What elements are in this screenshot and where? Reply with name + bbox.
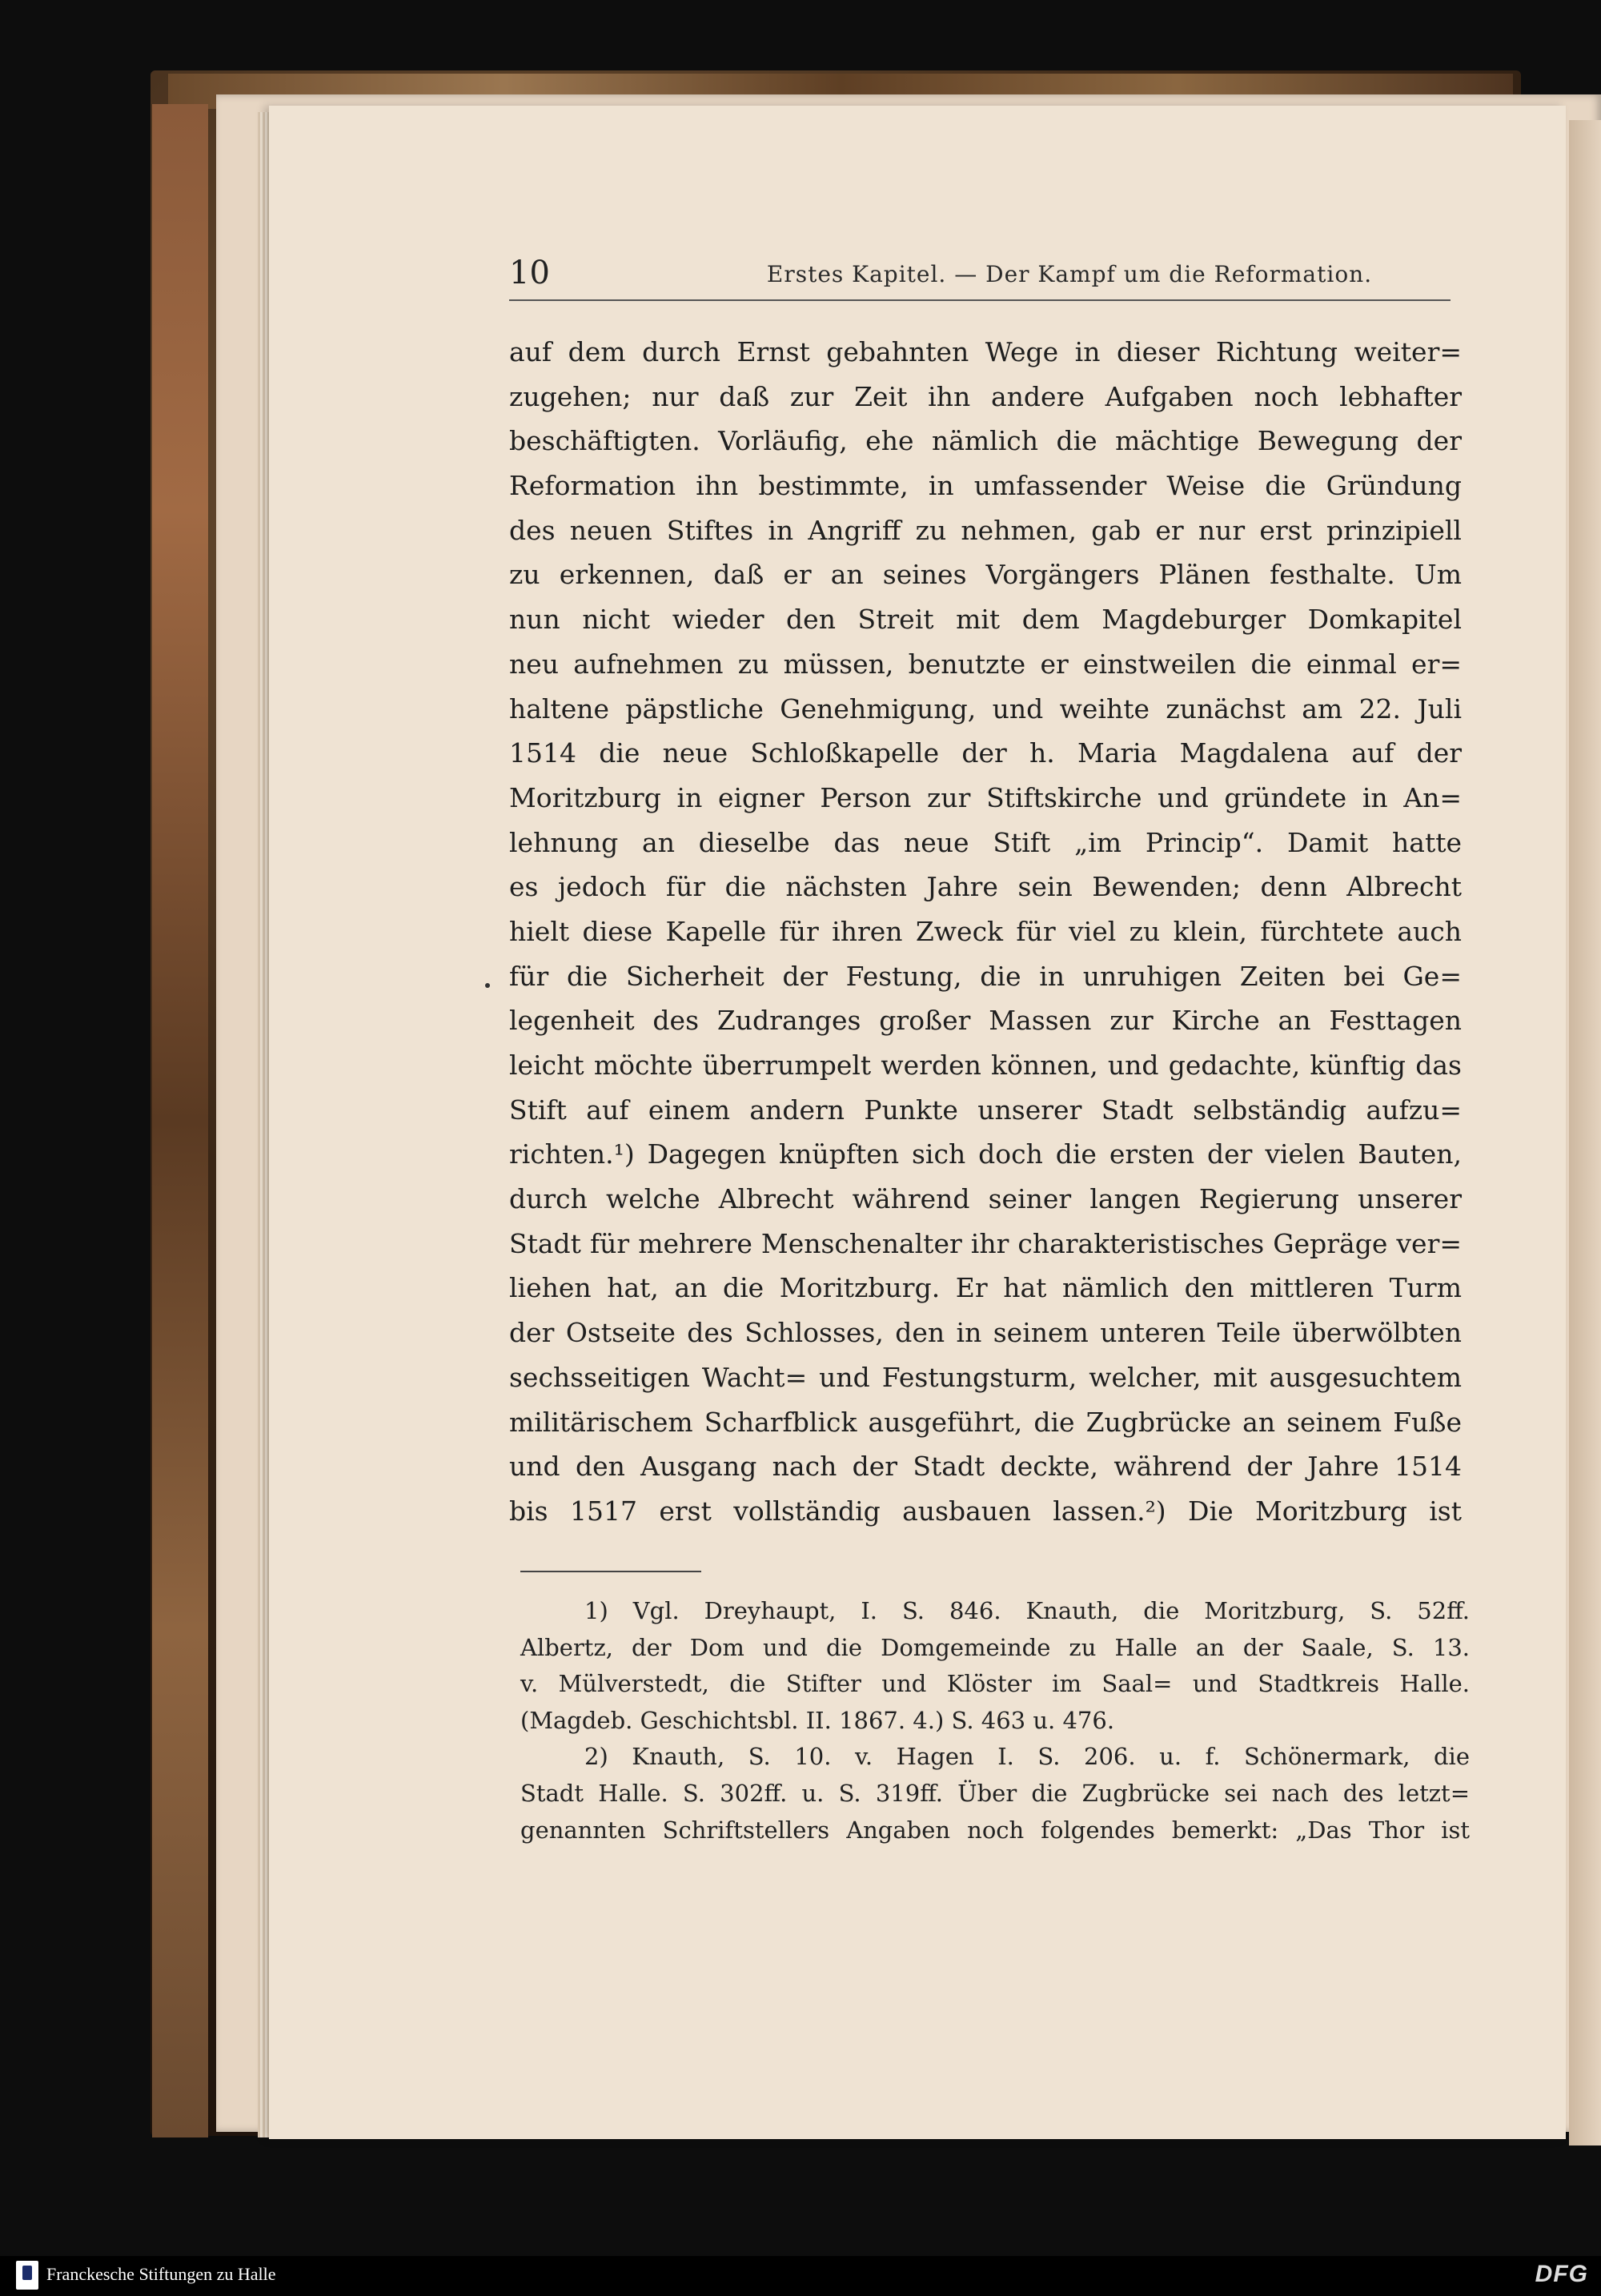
body-line: des neuen Stiftes in Angriff zu nehmen, gab er nur erst prinzipiell bbox=[509, 514, 1462, 546]
body-line: leicht möchte überrumpelt werden können, und gedachte, künftig das bbox=[509, 1050, 1462, 1081]
footnote-line: 2) Knauth, S. 10. v. Hagen I. S. 206. u. f. Schönermark, die bbox=[584, 1743, 1470, 1771]
footer-institution: Franckesche Stiftungen zu Halle bbox=[46, 2264, 276, 2284]
footnote-line: genannten Schriftstellers Angaben noch folgendes bemerkt: „Das Thor ist bbox=[520, 1816, 1470, 1844]
footnote-line: 1) Vgl. Dreyhaupt, I. S. 846. Knauth, die Moritzburg, S. 52ff. bbox=[584, 1597, 1470, 1624]
body-line: neu aufnehmen zu müssen, benutzte er einstweilen die einmal er= bbox=[509, 648, 1462, 680]
body-line: sechsseitigen Wacht= und Festungsturm, welcher, mit ausgesuchtem bbox=[509, 1361, 1462, 1393]
body-line: haltene päpstliche Genehmigung, und weihte zunächst am 22. Juli bbox=[509, 692, 1462, 725]
body-line: durch welche Albrecht während seiner langen Regierung unserer bbox=[509, 1183, 1462, 1215]
footnote-line: Stadt Halle. S. 302ff. u. S. 319ff. Über die Zugbrücke sei nach des letzt= bbox=[520, 1779, 1470, 1807]
body-line: zugehen; nur daß zur Zeit ihn andere Aufgaben noch lebhafter bbox=[509, 380, 1462, 412]
running-head: Erstes Kapitel. — Der Kampf um die Reformation. bbox=[766, 261, 1373, 287]
body-line: richten.¹) Dagegen knüpften sich doch die ersten der vielen Bauten, bbox=[509, 1138, 1462, 1170]
right-page-edge bbox=[1569, 120, 1601, 2145]
body-line: legenheit des Zudranges großer Massen zur Kirche an Festtagen bbox=[509, 1005, 1462, 1037]
body-line: Moritzburg in eigner Person zur Stiftskirche und gründete in An= bbox=[509, 781, 1462, 813]
footnote-line: (Magdeb. Geschichtsbl. II. 1867. 4.) S. 463 u. 476. bbox=[520, 1706, 1115, 1734]
footnotes bbox=[520, 1593, 1470, 1848]
body-line: für die Sicherheit der Festung, die in unruhigen Zeiten bei Ge= bbox=[509, 960, 1462, 992]
body-line: beschäftigten. Vorläufig, ehe nämlich die mächtige Bewegung der bbox=[509, 425, 1462, 457]
cover-spine-edge bbox=[152, 104, 208, 2137]
body-line: auf dem durch Ernst gebahnten Wege in dieser Richtung weiter= bbox=[509, 336, 1462, 367]
dfg-logo: DFG bbox=[1535, 2261, 1588, 2287]
body-line: lehnung an dieselbe das neue Stift „im Princip“. Damit hatte bbox=[509, 826, 1462, 858]
body-line: 1514 die neue Schloßkapelle der h. Maria Magdalena auf der bbox=[509, 737, 1462, 769]
body-line: es jedoch für die nächsten Jahre sein Bewenden; denn Albrecht bbox=[509, 871, 1462, 903]
institution-logo-icon bbox=[16, 2261, 38, 2290]
footnote-rule bbox=[520, 1571, 701, 1572]
body-line: Stadt für mehrere Menschenalter ihr charakteristisches Gepräge ver= bbox=[509, 1227, 1462, 1259]
page-number: 10 bbox=[509, 255, 550, 291]
body-line: bis 1517 erst vollständig ausbauen lassen.²) Die Moritzburg ist bbox=[509, 1495, 1462, 1527]
body-line: Reformation ihn bestimmte, in umfassender Weise die Gründung bbox=[509, 470, 1462, 502]
page-header bbox=[509, 255, 1451, 301]
body-line: Stift auf einem andern Punkte unserer Stadt selbständig aufzu= bbox=[509, 1094, 1462, 1126]
body-text bbox=[509, 330, 1462, 1534]
body-line: und den Ausgang nach der Stadt deckte, während der Jahre 1514 bbox=[509, 1451, 1462, 1483]
body-line: der Ostseite des Schlosses, den in seinem unteren Teile überwölbten bbox=[509, 1317, 1462, 1349]
body-line: hielt diese Kapelle für ihren Zweck für viel zu klein, fürchtete auch bbox=[509, 915, 1462, 947]
body-line: militärischem Scharfblick ausgeführt, die Zugbrücke an seinem Fuße bbox=[509, 1406, 1462, 1438]
body-line: liehen hat, an die Moritzburg. Er hat nämlich den mittleren Turm bbox=[509, 1272, 1462, 1304]
footnote-line: Albertz, der Dom und die Domgemeinde zu Halle an der Saale, S. 13. bbox=[520, 1633, 1470, 1661]
body-line: zu erkennen, daß er an seines Vorgängers Plänen festhalte. Um bbox=[509, 559, 1462, 591]
body-line: nun nicht wieder den Streit mit dem Magdeburger Domkapitel bbox=[509, 604, 1462, 636]
footnote-line: v. Mülverstedt, die Stifter und Klöster im Saal= und Stadtkreis Halle. bbox=[520, 1670, 1470, 1698]
margin-mark bbox=[485, 983, 490, 988]
